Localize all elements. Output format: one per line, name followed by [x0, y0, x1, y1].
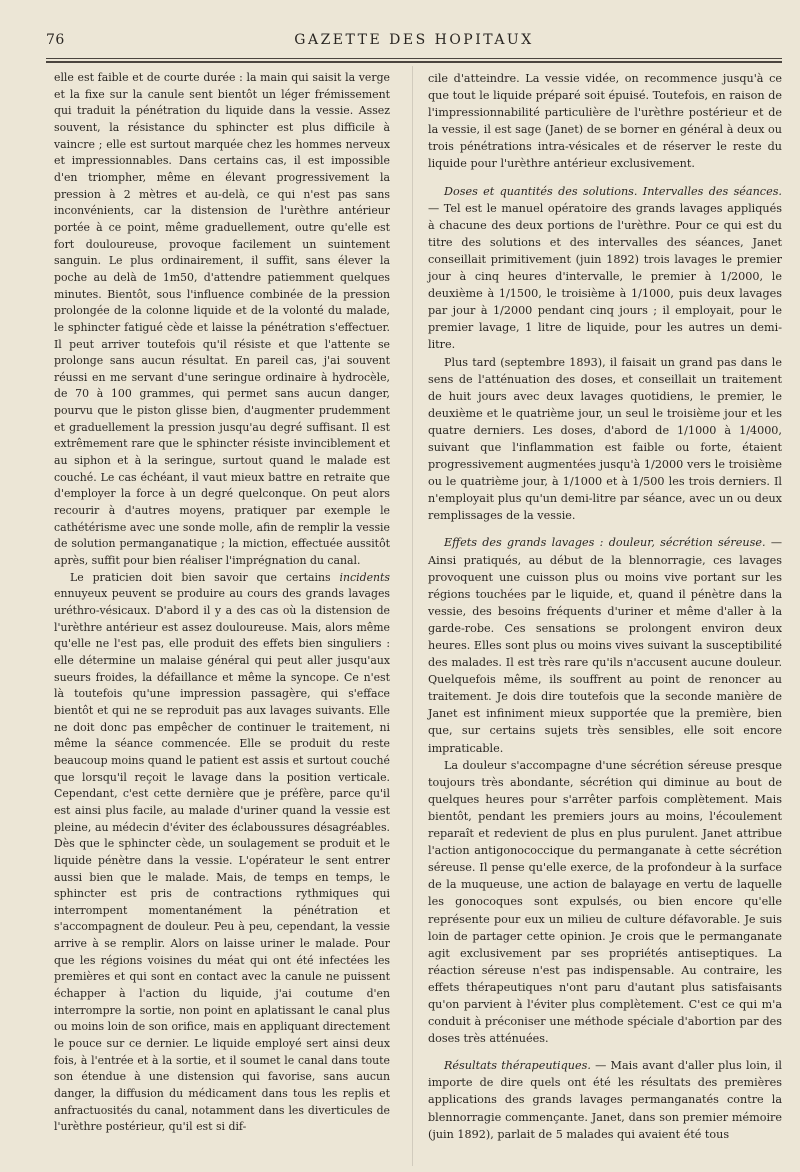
- page-header: [46, 30, 782, 52]
- text-run: — Ainsi pratiqués, au début de la blennorragie, ces lavages provoquent une cuisson plus ou moins vive portant sur les régions touchées par le liquide, et, quand il pénètre dans la vessie, des besoins fréquents d'uriner et même d'aller à la garde-robe. Ces sensations se prolongent environ deux heures. Elles sont plus ou moins vives suivant la susceptibilité des malades. Il est très rare qu'ils n'accusent aucune douleur. Quelquefois même, ils souffrent au point de renoncer au traitement. Je dois dire toutefois que la seconde manière de Janet est infiniment mieux supportée que la première, bien que, sur certains sujets très sensibles, elle soit encore impraticable.: [428, 536, 783, 755]
- text-run: — Tel est le manuel opératoire des grands lavages appliqués à chacune des deux portions de l'urèthre. Pour ce qui est du titre des solutions et des intervalles des séances, Janet conseillait primitivement (juin 1892) trois lavages le premier jour à cinq heures d'intervalle, le premier à 1/2000, le deuxième à 1/1500, le troisième à 1/1000, puis deux lavages par jour à 1/2000 pendant cinq jours ; il employait, pour le premier lavage, 1 litre de liquide, pour les autres un demi-litre.: [428, 201, 782, 352]
- header-rule: [46, 58, 782, 59]
- page-number: 76: [46, 32, 65, 48]
- section-doses: [428, 183, 782, 354]
- column-divider: [412, 66, 413, 1166]
- section-resultats: [428, 1057, 782, 1142]
- paragraph: Plus tard (septembre 1893), il faisait un grand pas dans le sens de l'atténuation des doses, et conseillait un traitement de huit jours avec deux lavages quotidiens, le premier, le deuxième et le quatrième jour, un seul le troisième jour et les quatre derniers. Les doses, d'abord de 1/1000 à 1/4000, suivant que l'inflammation est faible ou forte, étaient progressivement augmentées jusqu'à 1/2000 vers le troisième ou le quatrième jour, à 1/1000 et à 1/500 les trois derniers. Il n'employait plus qu'un demi-litre par séance, avec un ou deux remplissages de la vessie.: [428, 355, 782, 523]
- section-heading: Doses et quantités des solutions. Intervalles des séances.: [444, 184, 782, 198]
- text-run: Le praticien doit bien savoir que certains: [70, 570, 340, 584]
- left-column: [54, 70, 390, 1136]
- text-run: — Mais avant d'aller plus loin, il importe de dire quels ont été les résultats des premières applications des grands lavages permanganatés contre la blennorragie commençante. Janet, dans son premier mémoire (juin 1892), parlait de 5 malades qui avaient été tous: [428, 1059, 782, 1141]
- right-column: [428, 70, 782, 1143]
- section-heading: Résultats thérapeutiques.: [444, 1059, 591, 1073]
- emphasis-incidents: incidents: [339, 570, 390, 584]
- text-run: ennuyeux peuvent se produire au cours des grands lavages uréthro-vésicaux. D'abord il y a des cas où la distension de l'urèthre antérieur est assez douloureuse. Mais, alors même qu'elle ne l'est pas, elle produit des effets bien singuliers : elle détermine un malaise général qui peut aller jusqu'aux sueurs froides, la défaillance et même la syncope. Ce n'est là toutefois qu'une impression passagère, qui s'efface bientôt et qui ne se reproduit pas aux lavages suivants. Elle ne doit donc pas empêcher de continuer le traitement, ni même la séance commencée. Elle se produit du reste beaucoup moins quand le patient est assis et surtout couché que lorsqu'il reçoit le lavage dans la position verticale. Cependant, c'est cette dernière que je préfère, parce qu'il est ainsi plus facile, au malade d'uriner quand la vessie est pleine, au médecin d'éviter des éclaboussures désagréables. Dès que le sphincter cède, un soulagement se produit et le liquide pénètre dans la vessie. L'opérateur le sent entrer aussi bien que le malade. Mais, de temps en temps, le sphincter est pris de contractions rythmiques qui interrompent momentanément la pénétration et s'accompagnent de douleur. Peu à peu, cependant, la vessie arrive à se remplir. Alors on laisse uriner le malade. Pour que les régions voisines du méat qui ont été infectées les premières et qui sont en contact avec la canule ne puissent échapper à l'action du liquide, j'ai coutume d'en interrompre la sortie, non point en aplatissant le canal plus ou moins loin de son orifice, mais en appliquant directement le pouce sur ce dernier. Le liquide employé sert ainsi deux fois, à l'entrée et à la sortie, et il soumet le canal dans toute son étendue à une distension qui favorise, sans aucun danger, la diffusion du médicament dans tous les replis et anfractuosités du canal, notamment dans les diverticules de l'urèthre postérieur, qu'il est si dif-: [54, 587, 390, 1134]
- header-rule-thick: [46, 61, 782, 63]
- paragraph-incidents: [54, 570, 390, 1136]
- paragraph: cile d'atteindre. La vessie vidée, on recommence jusqu'à ce que tout le liquide préparé soit épuisé. Toutefois, en raison de l'impressionnabilité particulière de l'urèthre postérieur et de la vessie, il est sage (Janet) de se borner en général à deux ou trois pénétrations intra-vésicales et de réserver le reste du liquide pour l'urèthre antérieur exclusivement.: [428, 72, 782, 171]
- section-effets: [428, 534, 782, 756]
- running-title: GAZETTE DES HOPITAUX: [294, 32, 534, 48]
- paragraph: elle est faible et de courte durée : la main qui saisit la verge et la fixe sur la canule sent bientôt un léger frémissement qui traduit la pénétration du liquide dans la vessie. Assez souvent, la résistance du sphincter est plus difficile à vaincre ; elle est surtout marquée chez les hommes nerveux et impressionnables. Dans certains cas, il est impossible d'en triompher, même en élevant progressivement la pression à 2 mètres et au-delà, ce qui n'est pas sans inconvénients, car la distension de l'urèthre antérieur portée à ce point, même graduellement, outre qu'elle est fort douloureuse, provoque facilement un suintement sanguin. Le plus ordinairement, il suffit, sans élever la poche au delà de 1m50, d'attendre patiemment quelques minutes. Bientôt, sous l'influence combinée de la pression prolongée de la colonne liquide et de la volonté du malade, le sphincter fatigué cède et laisse la pénétration s'effectuer. Il peut arriver toutefois qu'il résiste et que l'attente se prolonge sans aucun résultat. En pareil cas, j'ai souvent réussi en me servant d'une seringue ordinaire à hydrocèle, de 70 à 100 grammes, qui permet sans aucun danger, pourvu que le piston glisse bien, d'augmenter prudemment et graduellement la pression jusqu'au degré suffisant. Il est extrêmement rare que le sphincter résiste invinciblement et au siphon et à la seringue, surtout quand le malade est couché. Le cas échéant, il vaut mieux battre en retraite que d'employer la force à un degré quelconque. On peut alors recourir à d'autres moyens, pratiquer par exemple le cathétérisme avec une sonde molle, afin de remplir la vessie de solution permanganatique ; la miction, effectuée aussitôt après, suffit pour bien réaliser l'imprégnation du canal.: [54, 71, 390, 568]
- section-heading: Effets des grands lavages : douleur, sécrétion séreuse.: [444, 536, 766, 550]
- paragraph: La douleur s'accompagne d'une sécrétion séreuse presque toujours très abondante, sécrétion qui diminue au bout de quelques heures pour s'arrêter parfois complètement. Mais bientôt, pendant les premiers jours au moins, l'écoulement reparaît et redevient de plus en plus purulent. Janet attribue l'action antigonococcique du permanganate à cette sécrétion séreuse. Il pense qu'elle exerce, de la profondeur à la surface de la muqueuse, une action de balayage en vertu de laquelle les gonocoques sont expulsés, ou bien encore qu'elle représente pour eux un milieu de culture défavorable. Je suis loin de partager cette opinion. Je crois que le permanganate agit exclusivement par ses propriétés antiseptiques. La réaction séreuse n'est pas indispensable. Au contraire, les effets thérapeutiques n'ont paru d'autant plus satisfaisants qu'on parvient à l'éviter plus complètement. C'est ce qui m'a conduit à préconiser une méthode spéciale d'abortion par des doses très atténuées.: [428, 758, 782, 1046]
